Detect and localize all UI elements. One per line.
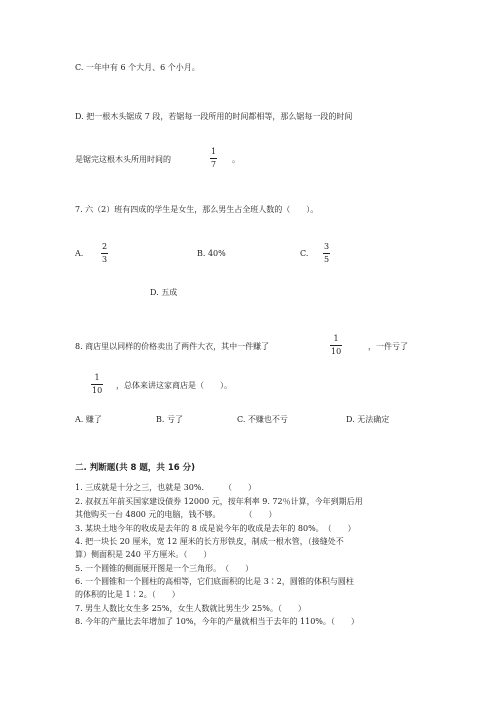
section-title-judgment: 二. 判断题(共 8 题，共 16 分) [75, 463, 196, 473]
judgment-item-continued: 其他购买一台 4800 元的电脑，钱不够。 （ ） [75, 510, 277, 519]
q8-stem-start: 8. 商店里以同样的价格卖出了两件大衣，其中一件赚了 [75, 342, 270, 351]
judgment-item: 8. 今年的产量比去年增加了 10%，今年的产量就相当于去年的 110%。（ ） [75, 617, 359, 626]
fraction-denominator: 7 [211, 160, 217, 169]
fraction-numerator: 1 [333, 334, 339, 343]
fraction-bar [330, 345, 342, 346]
q8-option-a: A. 赚了 [75, 415, 102, 424]
judgment-item: 4. 把一块长 20 厘米，宽 12 厘米的长方形铁皮，制成一根水管，（接缝处不 [75, 537, 344, 546]
fraction-bar [210, 158, 217, 159]
q7-option-b: B. 40% [197, 249, 226, 258]
judgment-item: 3. 某块土地今年的收成是去年的 8 成是说今年的收成是去年的 80%。 （ ） [75, 524, 356, 533]
fraction-numerator: 3 [324, 242, 330, 251]
q8-stem-mid: ，一件亏了 [368, 342, 408, 351]
judgment-item: 1. 三成就是十分之三，也就是 30%. （ ） [75, 483, 257, 492]
judgment-item-continued: 的体积的比是 1∶2。（ ） [75, 590, 180, 599]
fraction-denominator: 10 [92, 386, 103, 395]
q7-option-a-fraction [101, 243, 108, 264]
judgment-item: 2. 叔叔五年前买国家建设债券 12000 元，按年利率 9. 72％计算，今年到期后用 [75, 497, 363, 506]
q8-option-d: D. 无法确定 [346, 415, 390, 424]
q7-option-a-label: A. [75, 249, 84, 258]
q7-option-c-fraction [323, 243, 330, 264]
judgment-item-continued: 算）侧面积是 240 平方厘米。（ ） [75, 550, 212, 559]
judgment-item: 7. 男生人数比女生多 25%，女生人数就比男生少 25%。（ ） [75, 604, 306, 613]
fraction-bar [91, 384, 103, 385]
fraction-bar [101, 253, 108, 254]
fraction-numerator: 1 [94, 373, 100, 382]
q6-option-d-end: 。 [232, 155, 240, 164]
q8-option-b: B. 亏了 [156, 415, 183, 424]
fraction-bar [323, 253, 330, 254]
fraction-denominator: 5 [324, 255, 330, 264]
fraction-numerator: 1 [211, 147, 217, 156]
q8-option-c: C. 不赚也不亏 [237, 415, 288, 424]
judgment-item: 6. 一个圆锥和一个圆柱的高相等，它们底面积的比是 3∶2，圆锥的体积与圆柱 [75, 577, 354, 586]
fraction-denominator: 10 [331, 347, 342, 356]
fraction-denominator: 3 [102, 255, 108, 264]
q6-option-c: C. 一年中有 6 个大月、6 个小月。 [75, 63, 200, 72]
q6-option-d-fraction [210, 148, 217, 169]
q6-option-d-line2: 是锯完这根木头所用时间的 [75, 155, 171, 164]
q8-fraction-1 [330, 335, 342, 356]
q8-fraction-2 [91, 374, 103, 395]
q8-stem-end: ，总体来讲这家商店是（ ）。 [116, 381, 232, 390]
q7-stem: 7. 六（2）班有四成的学生是女生，那么男生占全班人数的（ ）。 [75, 205, 319, 214]
fraction-numerator: 2 [102, 242, 108, 251]
q7-option-c-label: C. [300, 249, 309, 258]
q6-option-d-line1: D. 把一根木头锯成 7 段，若锯每一段所用的时间都相等，那么锯每一段的时间 [75, 112, 353, 121]
judgment-item: 5. 一个圆锥的侧面展开图是一个三角形。 （ ） [75, 564, 254, 573]
q7-option-d: D. 五成 [150, 288, 178, 297]
